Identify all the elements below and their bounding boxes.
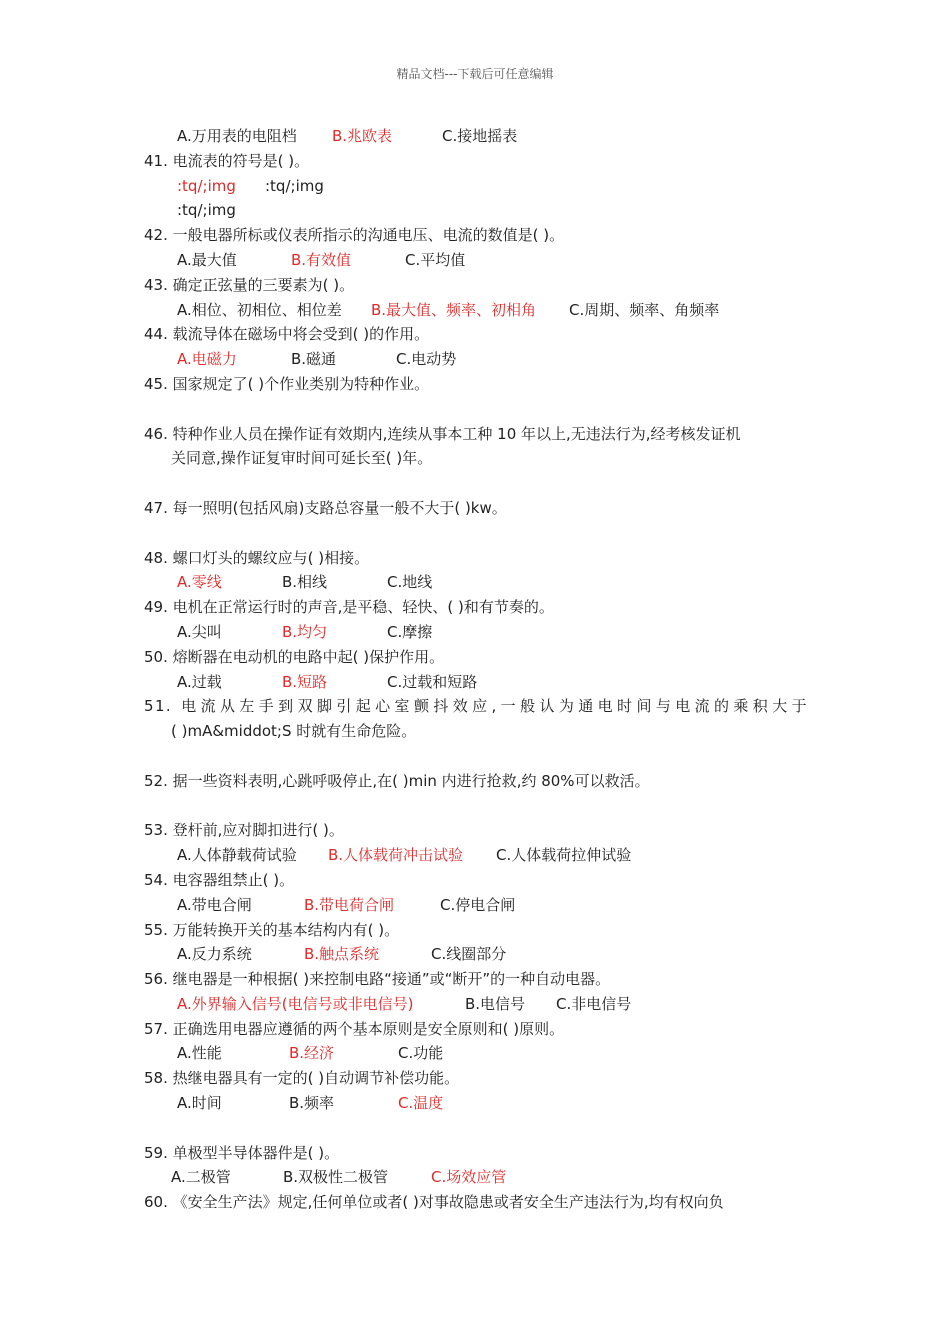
- q43-options: [144, 298, 808, 323]
- option-b-answer: B.带电荷合闸: [304, 895, 395, 914]
- question-50: 50. 熔断器在电动机的电路中起( )保护作用。: [144, 647, 445, 666]
- option-b-answer: B.短路: [282, 672, 328, 691]
- question-45: 45. 国家规定了( )个作业类别为特种作业。: [144, 374, 430, 393]
- option-a: A.带电合闸: [177, 895, 252, 914]
- question-51: 51. 电流从左手到双脚引起心室颤抖效应,一般认为通电时间与电流的乘积大于: [144, 697, 808, 716]
- document-body: [144, 124, 808, 1215]
- option-a: A.反力系统: [177, 945, 252, 964]
- option-c-answer: C.温度: [398, 1094, 444, 1113]
- option-b: B.双极性二极管: [283, 1168, 389, 1187]
- blank-line: [144, 744, 808, 769]
- q49-options: [144, 620, 808, 645]
- question-55: 55. 万能转换开关的基本结构内有( )。: [144, 920, 400, 939]
- option-c: C.地线: [387, 573, 433, 592]
- question-57: 57. 正确选用电器应遵循的两个基本原则是安全原则和( )原则。: [144, 1019, 565, 1038]
- option-img-answer: :tq/;img: [177, 176, 236, 195]
- q54-options: [144, 893, 808, 918]
- q57-options: [144, 1041, 808, 1066]
- blank-line: [144, 397, 808, 422]
- page-header: 精品文档---下载后可任意编辑: [396, 67, 554, 81]
- option-c: C.过载和短路: [387, 672, 478, 691]
- option-c: C.人体载荷拉伸试验: [496, 846, 632, 865]
- question-46-continued: 关同意,操作证复审时间可延长至( )年。: [171, 449, 433, 468]
- option-a: A.性能: [177, 1044, 222, 1063]
- question-53: 53. 登杆前,应对脚扣进行( )。: [144, 821, 344, 840]
- q41-options: [144, 174, 808, 199]
- option-a: A.二极管: [171, 1168, 231, 1187]
- blank-line: [144, 521, 808, 546]
- option-b-answer: B.触点系统: [304, 945, 380, 964]
- option-c-answer: C.场效应管: [431, 1168, 507, 1187]
- question-59: 59. 单极型半导体器件是( )。: [144, 1143, 340, 1162]
- option-c: C.摩擦: [387, 622, 433, 641]
- option-b: B.电信号: [465, 994, 526, 1013]
- q42-options: [144, 248, 808, 273]
- option-c: C.线圈部分: [431, 945, 507, 964]
- option-c: C.平均值: [405, 250, 466, 269]
- option-a: A.时间: [177, 1094, 222, 1113]
- blank-line: [144, 1116, 808, 1141]
- option-a: A.过载: [177, 672, 222, 691]
- q58-options: [144, 1091, 808, 1116]
- option-a-answer: A.电磁力: [177, 350, 237, 369]
- question-42: 42. 一般电器所标或仪表所指示的沟通电压、电流的数值是( )。: [144, 226, 565, 245]
- option-c: C.非电信号: [556, 994, 632, 1013]
- question-43: 43. 确定正弦量的三要素为( )。: [144, 275, 355, 294]
- question-48: 48. 螺口灯头的螺纹应与( )相接。: [144, 548, 370, 567]
- option-c: C.功能: [398, 1044, 444, 1063]
- option-a-answer: A.外界输入信号(电信号或非电信号): [177, 994, 414, 1013]
- question-51-continued: ( )mA&middot;S 时就有生命危险。: [171, 722, 417, 741]
- option-b-answer: B.均匀: [282, 622, 328, 641]
- q44-options: [144, 347, 808, 372]
- option-a-answer: A.零线: [177, 573, 222, 592]
- question-49: 49. 电机在正常运行时的声音,是平稳、轻快、( )和有节奏的。: [144, 598, 554, 617]
- option-a: A.尖叫: [177, 622, 222, 641]
- option-c: C.周期、频率、角频率: [569, 300, 720, 319]
- q55-options: [144, 942, 808, 967]
- q40-options: [144, 124, 808, 149]
- option-b-answer: B.经济: [289, 1044, 335, 1063]
- option-a: A.人体静载荷试验: [177, 846, 297, 865]
- question-44: 44. 载流导体在磁场中将会受到( )的作用。: [144, 325, 430, 344]
- q59-options: [144, 1165, 808, 1190]
- option-b: B.相线: [282, 573, 328, 592]
- option-b-answer: B.有效值: [291, 250, 352, 269]
- blank-line: [144, 794, 808, 819]
- option-b: B.频率: [289, 1094, 335, 1113]
- q56-options: [144, 992, 808, 1017]
- option-c: C.停电合闸: [440, 895, 516, 914]
- question-52: 52. 据一些资料表明,心跳呼吸停止,在( )min 内进行抢救,约 80%可以救活。: [144, 771, 650, 790]
- option-c: C.电动势: [396, 350, 457, 369]
- question-56: 56. 继电器是一种根据( )来控制电路“接通”或“断开”的一种自动电器。: [144, 970, 611, 989]
- option-a: A.最大值: [177, 250, 237, 269]
- question-60: 60. 《安全生产法》规定,任何单位或者( )对事故隐患或者安全生产违法行为,均有权向负: [144, 1193, 724, 1212]
- blank-line: [144, 471, 808, 496]
- option-b-answer: B.人体载荷冲击试验: [328, 846, 464, 865]
- option-a: A.万用表的电阻档: [177, 127, 297, 145]
- option-b-answer: B.最大值、频率、初相角: [371, 300, 537, 319]
- option-b-answer: B.兆欧表: [332, 127, 393, 145]
- option-b: B.磁通: [291, 350, 337, 369]
- q50-options: [144, 670, 808, 695]
- question-54: 54. 电容器组禁止( )。: [144, 870, 295, 889]
- question-41: 41. 电流表的符号是( )。: [144, 151, 310, 170]
- q41-options-2: :tq/;img: [177, 201, 236, 220]
- option-c: C.接地摇表: [442, 127, 518, 145]
- q48-options: [144, 570, 808, 595]
- option-a: A.相位、初相位、相位差: [177, 300, 342, 319]
- q53-options: [144, 843, 808, 868]
- option-img: :tq/;img: [265, 176, 324, 195]
- question-47: 47. 每一照明(包括风扇)支路总容量一般不大于( )kw。: [144, 498, 507, 517]
- question-58: 58. 热继电器具有一定的( )自动调节补偿功能。: [144, 1069, 460, 1088]
- question-46: 46. 特种作业人员在操作证有效期内,连续从事本工种 10 年以上,无违法行为,经考核发证机: [144, 424, 741, 443]
